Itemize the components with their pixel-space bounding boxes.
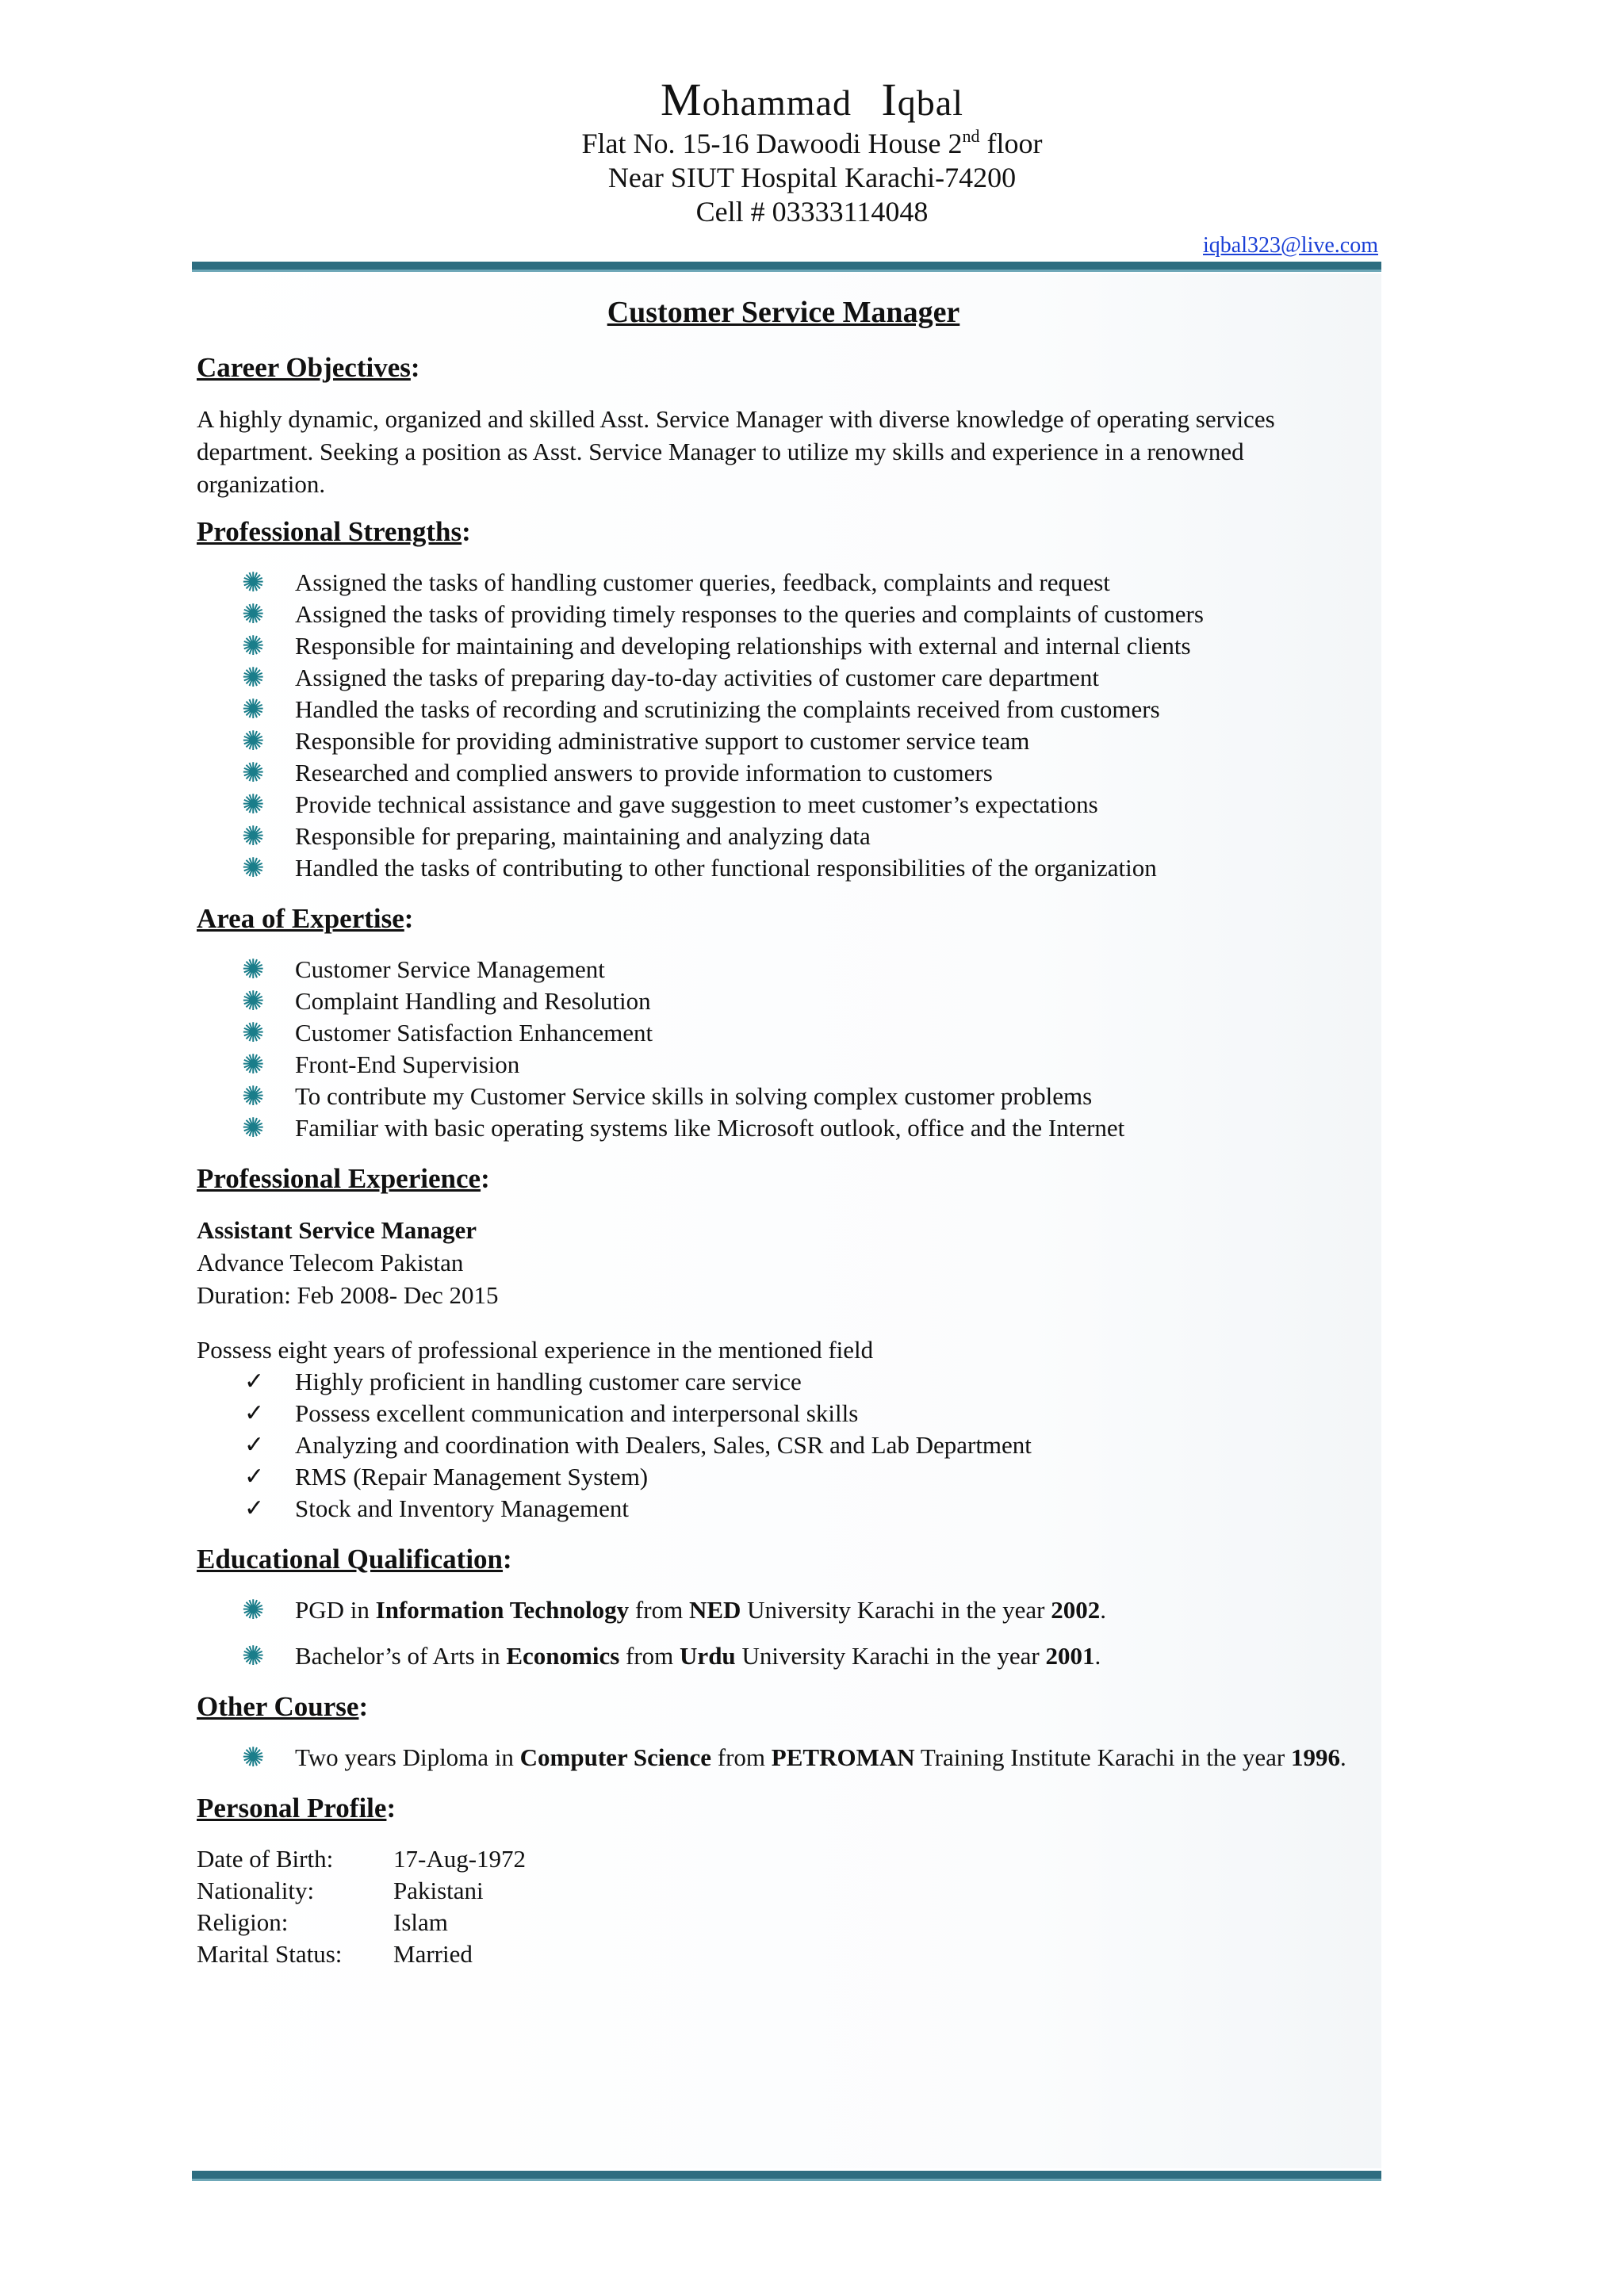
asterisk-bullet-icon: ✺ xyxy=(242,600,265,629)
experience-list xyxy=(197,1366,1370,1525)
section-heading-education: Educational Qualification: xyxy=(197,1544,512,1575)
section-heading-professional-experience: Professional Experience: xyxy=(197,1163,490,1194)
list-item: ✺ Assigned the tasks of providing timely responses to the queries and complaints of customers xyxy=(242,600,1204,629)
footer-divider xyxy=(192,2171,1381,2181)
asterisk-bullet-icon: ✺ xyxy=(242,955,265,985)
list-item: ✺ Responsible for maintaining and developing relationships with external and internal clients xyxy=(242,632,1191,661)
profile-row: Religion: Islam xyxy=(197,1908,448,1936)
resume-body xyxy=(197,295,1370,1970)
section-heading-other-course: Other Course: xyxy=(197,1691,369,1722)
list-item: ✺ Assigned the tasks of handling customer queries, feedback, complaints and request xyxy=(242,568,1110,598)
personal-profile-table xyxy=(197,1843,1370,1970)
checkmark-icon: ✓ xyxy=(244,1464,265,1490)
list-item: ✓ RMS (Repair Management System) xyxy=(197,1461,1370,1493)
list-item: ✺ Handled the tasks of recording and scrutinizing the complaints received from customers xyxy=(242,695,1160,725)
list-item: ✺ Front-End Supervision xyxy=(242,1050,520,1080)
list-item: ✺ Handled the tasks of contributing to other functional responsibilities of the organization xyxy=(242,854,1157,883)
asterisk-bullet-icon: ✺ xyxy=(242,1743,265,1773)
list-item: ✺ Researched and complied answers to provide information to customers xyxy=(242,759,993,788)
asterisk-bullet-icon: ✺ xyxy=(242,664,265,693)
list-item: ✺ To contribute my Customer Service skills in solving complex customer problems xyxy=(242,1082,1093,1112)
asterisk-bullet-icon: ✺ xyxy=(242,987,265,1016)
section-heading-personal-profile: Personal Profile: xyxy=(197,1793,396,1823)
education-list xyxy=(197,1594,1370,1672)
asterisk-bullet-icon: ✺ xyxy=(242,1082,265,1112)
list-item: ✓ Highly proficient in handling customer care service xyxy=(197,1366,1370,1398)
list-item: ✺ Provide technical assistance and gave suggestion to meet customer’s expectations xyxy=(242,790,1098,820)
page-title: Customer Service Manager xyxy=(607,296,960,329)
header-divider xyxy=(192,262,1381,272)
asterisk-bullet-icon: ✺ xyxy=(242,1050,265,1080)
expertise-list xyxy=(197,954,1370,1144)
asterisk-bullet-icon: ✺ xyxy=(242,1019,265,1048)
other-course-list xyxy=(197,1742,1370,1774)
job-entry xyxy=(197,1214,1370,1366)
list-item: ✓ Possess excellent communication and interpersonal skills xyxy=(197,1398,1370,1429)
list-item: ✺ Responsible for providing administrative support to customer service team xyxy=(242,727,1030,756)
address-line-2: Near SIUT Hospital Karachi-74200 xyxy=(607,162,1017,193)
asterisk-bullet-icon: ✺ xyxy=(242,727,265,756)
profile-row: Marital Status: Married xyxy=(197,1940,473,1968)
career-objectives-text: A highly dynamic, organized and skilled Asst. Service Manager with diverse knowledge of operating services department. Seeking a position as Asst. Service Manager to utilize my skills and experience in a renowned organization. xyxy=(197,405,1275,498)
asterisk-bullet-icon: ✺ xyxy=(242,632,265,661)
section-heading-area-of-expertise: Area of Expertise: xyxy=(197,903,414,934)
asterisk-bullet-icon: ✺ xyxy=(242,822,265,851)
asterisk-bullet-icon: ✺ xyxy=(242,1114,265,1143)
list-item: ✓ Analyzing and coordination with Dealers, Sales, CSR and Lab Department xyxy=(197,1429,1370,1461)
asterisk-bullet-icon: ✺ xyxy=(242,1642,265,1671)
address-line-1: Flat No. 15-16 Dawoodi House 2nd floor xyxy=(581,126,1043,159)
list-item: ✺ PGD in Information Technology from NED University Karachi in the year 2002. xyxy=(242,1596,1106,1625)
asterisk-bullet-icon: ✺ xyxy=(242,759,265,788)
list-item: ✺ Customer Service Management xyxy=(242,955,605,985)
checkmark-icon: ✓ xyxy=(244,1368,265,1395)
phone-line: Cell # 03333114048 xyxy=(695,196,929,228)
asterisk-bullet-icon: ✺ xyxy=(242,568,265,598)
email-link[interactable]: iqbal323@live.com xyxy=(1203,233,1378,258)
asterisk-bullet-icon: ✺ xyxy=(242,1596,265,1625)
section-heading-career-objectives: Career Objectives: xyxy=(197,352,420,383)
list-item: ✺ Responsible for preparing, maintaining and analyzing data xyxy=(242,822,871,851)
list-item: ✺ Customer Satisfaction Enhancement xyxy=(242,1019,653,1048)
profile-row: Date of Birth: 17-Aug-1972 xyxy=(197,1845,527,1873)
checkmark-icon: ✓ xyxy=(244,1495,265,1521)
checkmark-icon: ✓ xyxy=(244,1400,265,1426)
profile-row: Nationality: Pakistani xyxy=(197,1877,484,1904)
list-item: ✺ Bachelor’s of Arts in Economics from Urdu University Karachi in the year 2001. xyxy=(242,1642,1101,1671)
list-item: ✺ Assigned the tasks of preparing day-to-day activities of customer care department xyxy=(242,664,1100,693)
job-duration: Duration: Feb 2008- Dec 2015 xyxy=(197,1281,499,1309)
list-item: ✓ Stock and Inventory Management xyxy=(197,1493,1370,1525)
list-item: ✺ Familiar with basic operating systems like Microsoft outlook, office and the Internet xyxy=(242,1114,1125,1143)
candidate-name: Mohammad Iqbal xyxy=(660,74,963,125)
asterisk-bullet-icon: ✺ xyxy=(242,854,265,883)
job-summary: Possess eight years of professional experience in the mentioned field xyxy=(197,1336,874,1364)
asterisk-bullet-icon: ✺ xyxy=(242,790,265,820)
job-title: Assistant Service Manager xyxy=(197,1216,477,1244)
asterisk-bullet-icon: ✺ xyxy=(242,695,265,725)
strengths-list xyxy=(197,567,1370,884)
checkmark-icon: ✓ xyxy=(244,1432,265,1458)
job-company: Advance Telecom Pakistan xyxy=(197,1249,464,1276)
section-heading-professional-strengths: Professional Strengths: xyxy=(197,516,471,547)
list-item: ✺ Complaint Handling and Resolution xyxy=(242,987,651,1016)
list-item: ✺ Two years Diploma in Computer Science from PETROMAN Training Institute Karachi in the year 1996. xyxy=(242,1743,1346,1773)
